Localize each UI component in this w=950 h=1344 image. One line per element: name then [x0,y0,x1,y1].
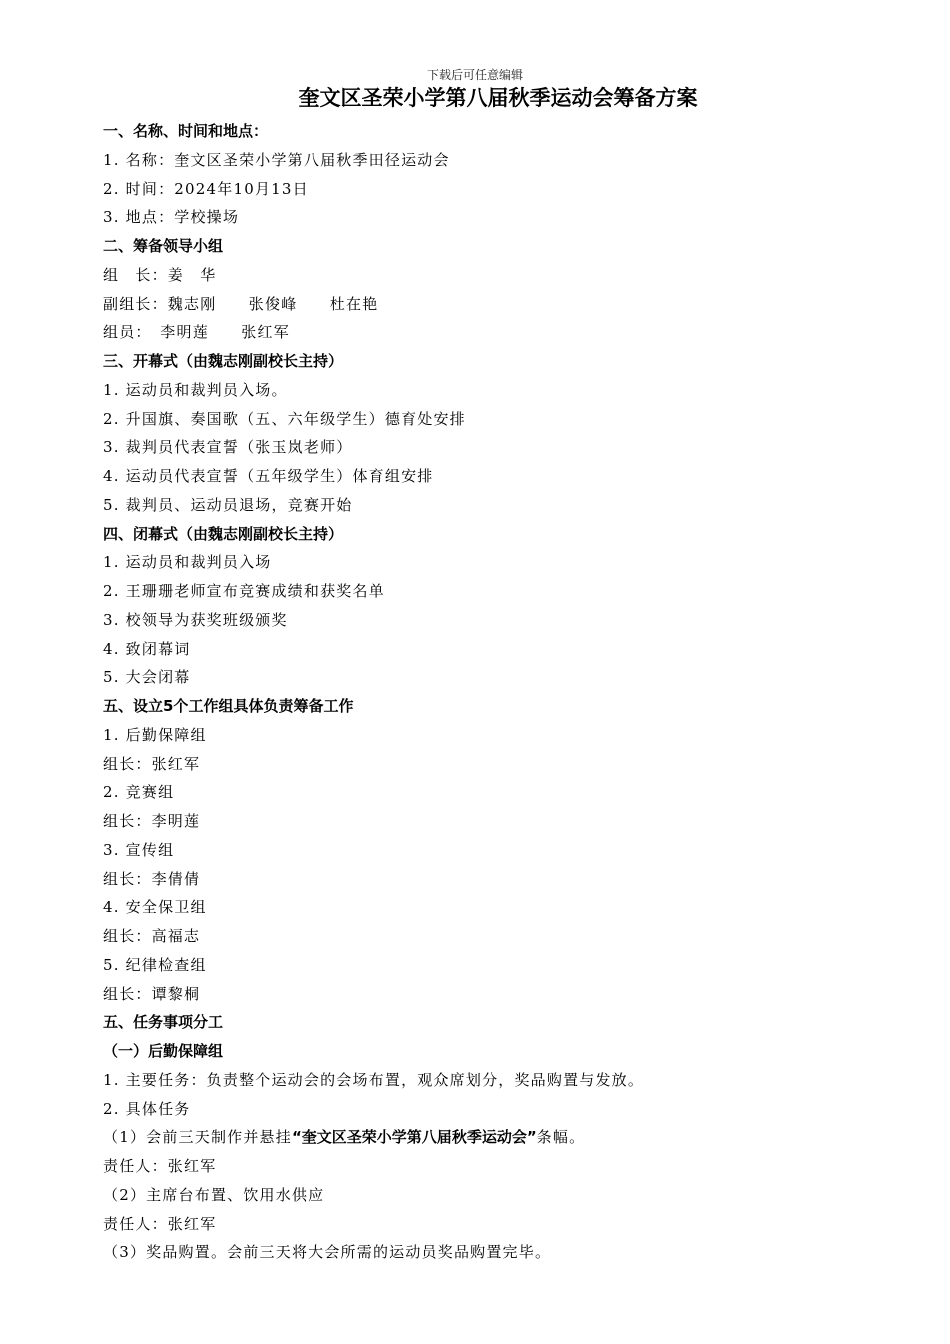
text-line: 组员： 李明莲 张红军 [103,323,290,342]
text-line: 组长：李明莲 [103,812,201,830]
text-line: 1. 主要任务：负责整个运动会的会场布置，观众席划分，奖品购置与发放。 [103,1070,645,1089]
text-line: 责任人：张红军 [103,1157,217,1175]
section-heading: 三、开幕式（由魏志刚副校长主持） [103,352,344,370]
text-line: 责任人：张红军 [103,1214,217,1233]
text-line: 1. 运动员和裁判员入场 [103,553,272,572]
text-line: 组长：高福志 [103,927,201,945]
text-line: 5. 大会闭幕 [103,668,191,687]
section-heading: 五、设立5个工作组具体负责筹备工作 [103,697,354,715]
section-heading: （一）后勤保障组 [103,1042,224,1060]
text-line: 5. 裁判员、运动员退场，竞赛开始 [103,495,353,514]
text-line: 副组长：魏志刚 张俊峰 杜在艳 [103,294,379,313]
text-line: 4. 致闭幕词 [103,639,191,658]
text-line: 3. 地点：学校操场 [103,208,240,227]
text-line [103,1123,903,1152]
text-line: 3. 裁判员代表宣誓（张玉岚老师） [103,438,353,457]
watermark-text: 下载后可任意编辑 [426,68,523,82]
text-line: 4. 安全保卫组 [103,898,207,917]
text-line: 2. 王珊珊老师宣布竞赛成绩和获奖名单 [103,582,385,600]
text-line: 2. 具体任务 [103,1099,191,1118]
section-heading: 二、筹备领导小组 [103,237,224,255]
text-line: 组 长：姜 华 [103,265,217,284]
text-line: （3）奖品购置。会前三天将大会所需的运动员奖品购置完毕。 [103,1243,552,1262]
text-line: 组长：张红军 [103,754,201,773]
section-heading: 一、名称、时间和地点： [103,122,269,140]
text-line: 1. 运动员和裁判员入场。 [103,380,288,399]
text-line: 组长：谭黎桐 [103,984,201,1003]
section-heading: 四、闭幕式（由魏志刚副校长主持） [103,524,344,543]
text-line: 3. 宣传组 [103,840,175,859]
banner-text-emphasis: “奎文区圣荣小学第八届秋季运动会” [291,1128,537,1147]
text-line: 2. 竞赛组 [103,783,175,802]
text-line: 1. 名称：奎文区圣荣小学第八届秋季田径运动会 [103,150,450,169]
document-title: 奎文区圣荣小学第八届秋季运动会筹备方案 [298,86,698,110]
document-body [103,117,903,1267]
text-line: 1. 后勤保障组 [103,725,207,744]
text-line: 2. 升国旗、奏国歌（五、六年级学生）德育处安排 [103,409,466,428]
text-line: 4. 运动员代表宣誓（五年级学生）体育组安排 [103,467,434,485]
section-heading: 五、任务事项分工 [103,1013,224,1032]
text-line: 2. 时间：2024年10月13日 [103,179,309,198]
text-segment: 条幅。 [536,1128,586,1147]
text-segment: （1）会前三天制作并悬挂 [103,1128,292,1147]
text-line: （2）主席台布置、饮用水供应 [103,1185,325,1204]
text-line: 组长：李倩倩 [103,869,201,888]
text-line: 5. 纪律检查组 [103,955,207,974]
text-line: 3. 校领导为获奖班级颁奖 [103,610,288,629]
